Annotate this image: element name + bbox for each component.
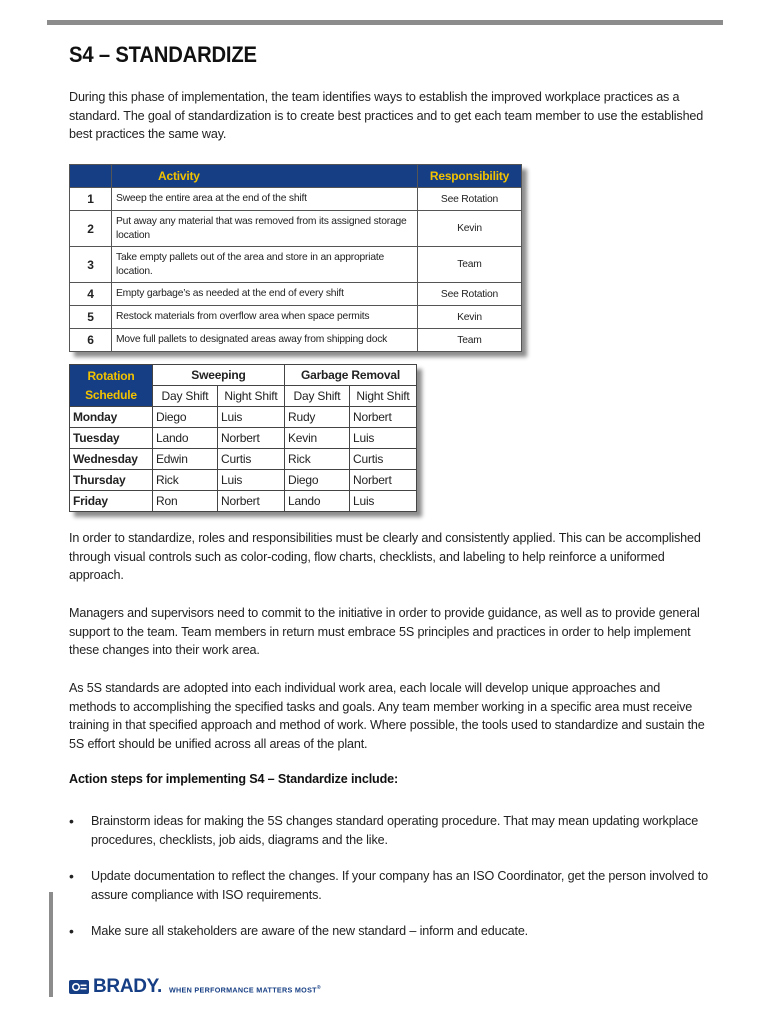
activity-cell: Take empty pallets out of the area and store in an appropriate location.	[112, 247, 418, 283]
brady-logo	[69, 976, 321, 998]
name-cell: Luis	[350, 491, 417, 512]
name-cell: Curtis	[218, 449, 285, 470]
day-cell: Monday	[70, 407, 153, 428]
name-cell: Norbert	[218, 491, 285, 512]
table-row	[70, 283, 522, 306]
name-cell: Luis	[350, 428, 417, 449]
activity-table	[69, 164, 522, 352]
table-row	[70, 306, 522, 329]
day-cell: Tuesday	[70, 428, 153, 449]
shift-header: Night Shift	[218, 386, 285, 407]
day-cell: Thursday	[70, 470, 153, 491]
rotation-header-line2: Schedule	[85, 387, 137, 402]
name-cell: Diego	[285, 470, 350, 491]
table-row	[70, 211, 522, 247]
name-cell: Luis	[218, 407, 285, 428]
name-cell: Rick	[153, 470, 218, 491]
managers-paragraph: Managers and supervisors need to commit to the initiative in order to provide guidance, as well as to provide general support to the team. Team members in return must embrace 5S principles and practices in order to help implement these changes into their work area.	[69, 606, 700, 658]
list-item: • Make sure all stakeholders are aware of the new standard – inform and educate.	[69, 922, 709, 941]
name-cell: Norbert	[350, 407, 417, 428]
responsibility-cell: Team	[418, 247, 522, 283]
name-cell: Rudy	[285, 407, 350, 428]
activity-cell: Restock materials from overflow area when space permits	[112, 306, 418, 329]
standards-adoption-paragraph: As 5S standards are adopted into each individual work area, each locale will develop unique approaches and methods to accomplishing the specified tasks and goals. Any team member working in a specific area must receive training in that specified approach and method of work. Where possible, the tools used to standardize and sustain the 5S effort should be unified across all areas of the plant.	[69, 681, 705, 751]
activity-table-container	[69, 164, 522, 352]
list-item: • Brainstorm ideas for making the 5S changes standard operating procedure. That may mean updating workplace procedures, checklists, job aids, diagrams and the like.	[69, 812, 709, 849]
brand-name: BRADY.	[93, 976, 162, 997]
activity-header: Activity	[112, 165, 418, 188]
name-cell: Norbert	[350, 470, 417, 491]
table-row	[70, 449, 417, 470]
name-cell: Norbert	[218, 428, 285, 449]
name-cell: Luis	[218, 470, 285, 491]
intro-paragraph: During this phase of implementation, the team identifies ways to establish the improved workplace practices as a standard. The goal of standardization is to create best practices and to get each team member to use the established best practices the same way.	[69, 90, 704, 142]
rotation-schedule-header	[70, 365, 153, 407]
rotation-header-line1: Rotation	[87, 368, 135, 383]
top-rule	[47, 20, 723, 25]
table-row	[70, 329, 522, 352]
activity-cell: Put away any material that was removed from its assigned storage location	[112, 211, 418, 247]
name-cell: Kevin	[285, 428, 350, 449]
tagline-mark: ®	[316, 984, 321, 991]
name-cell: Curtis	[350, 449, 417, 470]
day-cell: Wednesday	[70, 449, 153, 470]
table-row	[70, 247, 522, 283]
side-rule	[49, 892, 53, 997]
responsibility-cell: See Rotation	[418, 283, 522, 306]
table-row	[70, 491, 417, 512]
table-row	[70, 470, 417, 491]
number-header	[70, 165, 112, 188]
shift-header: Day Shift	[285, 386, 350, 407]
shift-header: Night Shift	[350, 386, 417, 407]
tagline-text: WHEN PERFORMANCE MATTERS MOST	[168, 985, 317, 995]
brady-logo-icon	[69, 980, 89, 994]
activity-cell: Sweep the entire area at the end of the shift	[112, 188, 418, 211]
responsibility-cell: Kevin	[418, 306, 522, 329]
standardize-roles-paragraph: In order to standardize, roles and responsibilities must be clearly and consistently applied. This can be accomplished through visual controls such as color-coding, flow charts, checklists, and labeling to help reinforce a uniformed approach.	[69, 531, 701, 583]
rotation-schedule-table	[69, 364, 417, 512]
row-number: 5	[70, 306, 112, 329]
row-number: 1	[70, 188, 112, 211]
garbage-group-header: Garbage Removal	[285, 365, 417, 386]
responsibility-cell: Team	[418, 329, 522, 352]
page-title: S4 – STANDARDIZE	[69, 42, 257, 67]
name-cell: Ron	[153, 491, 218, 512]
shift-header: Day Shift	[153, 386, 218, 407]
table-row	[70, 407, 417, 428]
rotation-table-container	[69, 364, 417, 512]
responsibility-header: Responsibility	[418, 165, 522, 188]
responsibility-cell: Kevin	[418, 211, 522, 247]
row-number: 3	[70, 247, 112, 283]
name-cell: Lando	[153, 428, 218, 449]
name-cell: Edwin	[153, 449, 218, 470]
list-item: • Update documentation to reflect the changes. If your company has an ISO Coordinator, get the person involved to assure compliance with ISO requirements.	[69, 867, 709, 904]
activity-cell: Empty garbage’s as needed at the end of every shift	[112, 283, 418, 306]
row-number: 2	[70, 211, 112, 247]
row-number: 6	[70, 329, 112, 352]
table-row	[70, 428, 417, 449]
row-number: 4	[70, 283, 112, 306]
table-row	[70, 188, 522, 211]
day-cell: Friday	[70, 491, 153, 512]
brand-tagline	[169, 985, 321, 994]
sweeping-group-header: Sweeping	[153, 365, 285, 386]
activity-header-row	[70, 165, 522, 188]
action-steps-heading: Action steps for implementing S4 – Standardize include:	[69, 772, 399, 786]
name-cell: Lando	[285, 491, 350, 512]
rotation-group-row	[70, 365, 417, 386]
name-cell: Rick	[285, 449, 350, 470]
action-steps-list	[69, 812, 709, 941]
responsibility-cell: See Rotation	[418, 188, 522, 211]
activity-cell: Move full pallets to designated areas away from shipping dock	[112, 329, 418, 352]
name-cell: Diego	[153, 407, 218, 428]
